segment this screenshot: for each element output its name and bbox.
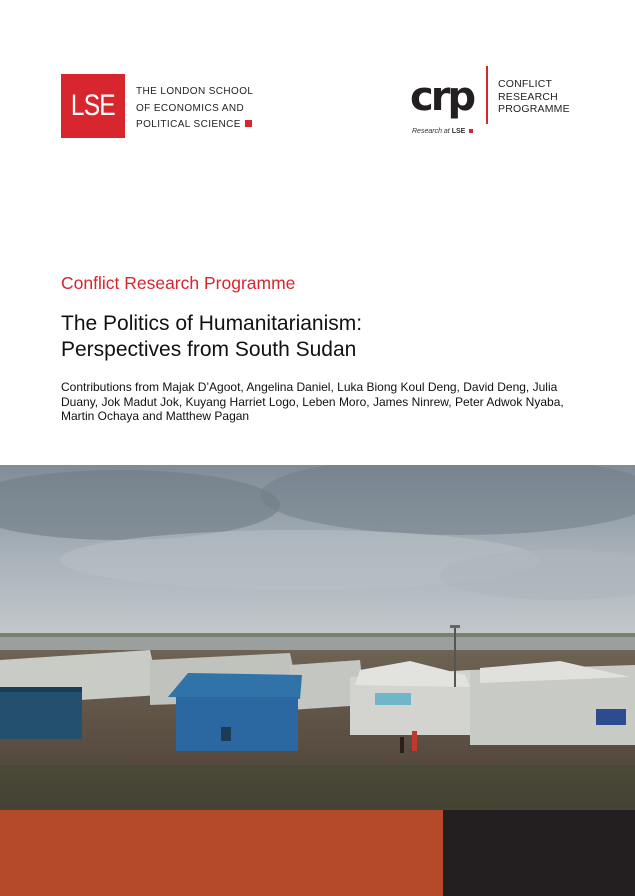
crp-name-line-3: PROGRAMME — [498, 103, 570, 115]
crp-divider — [486, 66, 488, 124]
crp-tagline: Research at LSE — [412, 128, 473, 135]
report-title-line-1: The Politics of Humanitarianism: — [61, 312, 363, 335]
crp-logo-text: crp — [410, 76, 474, 120]
cover-photo-camp — [0, 465, 635, 810]
footer-band-dark — [443, 810, 635, 896]
lse-name-line-2: OF ECONOMICS AND — [136, 102, 245, 114]
crp-name-line-2: RESEARCH — [498, 90, 558, 103]
report-title-line-2: Perspectives from South Sudan — [61, 338, 357, 361]
lse-name-line-3: POLITICAL SCIENCE — [136, 117, 266, 134]
crp-logo — [410, 76, 480, 126]
red-square-icon — [245, 120, 252, 127]
footer-band-rust — [0, 810, 443, 896]
crp-programme-name — [498, 78, 570, 116]
red-square-icon — [469, 129, 473, 133]
crp-name-line-1: CONFLICT — [498, 78, 553, 90]
programme-name: Conflict Research Programme — [61, 273, 296, 293]
lse-logo-text: LSE — [70, 89, 116, 122]
lse-logo — [61, 74, 125, 138]
lse-name-line-1: THE LONDON SCHOOL — [136, 86, 254, 97]
report-title — [61, 311, 362, 363]
contributors-list: Contributions from Majak D’Agoot, Angelina Daniel, Luka Biong Koul Deng, David Deng, Julia Duany, Jok Madut Jok, Kuyang Harriet Logo, Leben Moro, James Ninrew, Peter Adwok Nyaba, Martin Ochaya and Matthew Pagan — [61, 380, 564, 423]
lse-institution-name — [136, 84, 266, 134]
